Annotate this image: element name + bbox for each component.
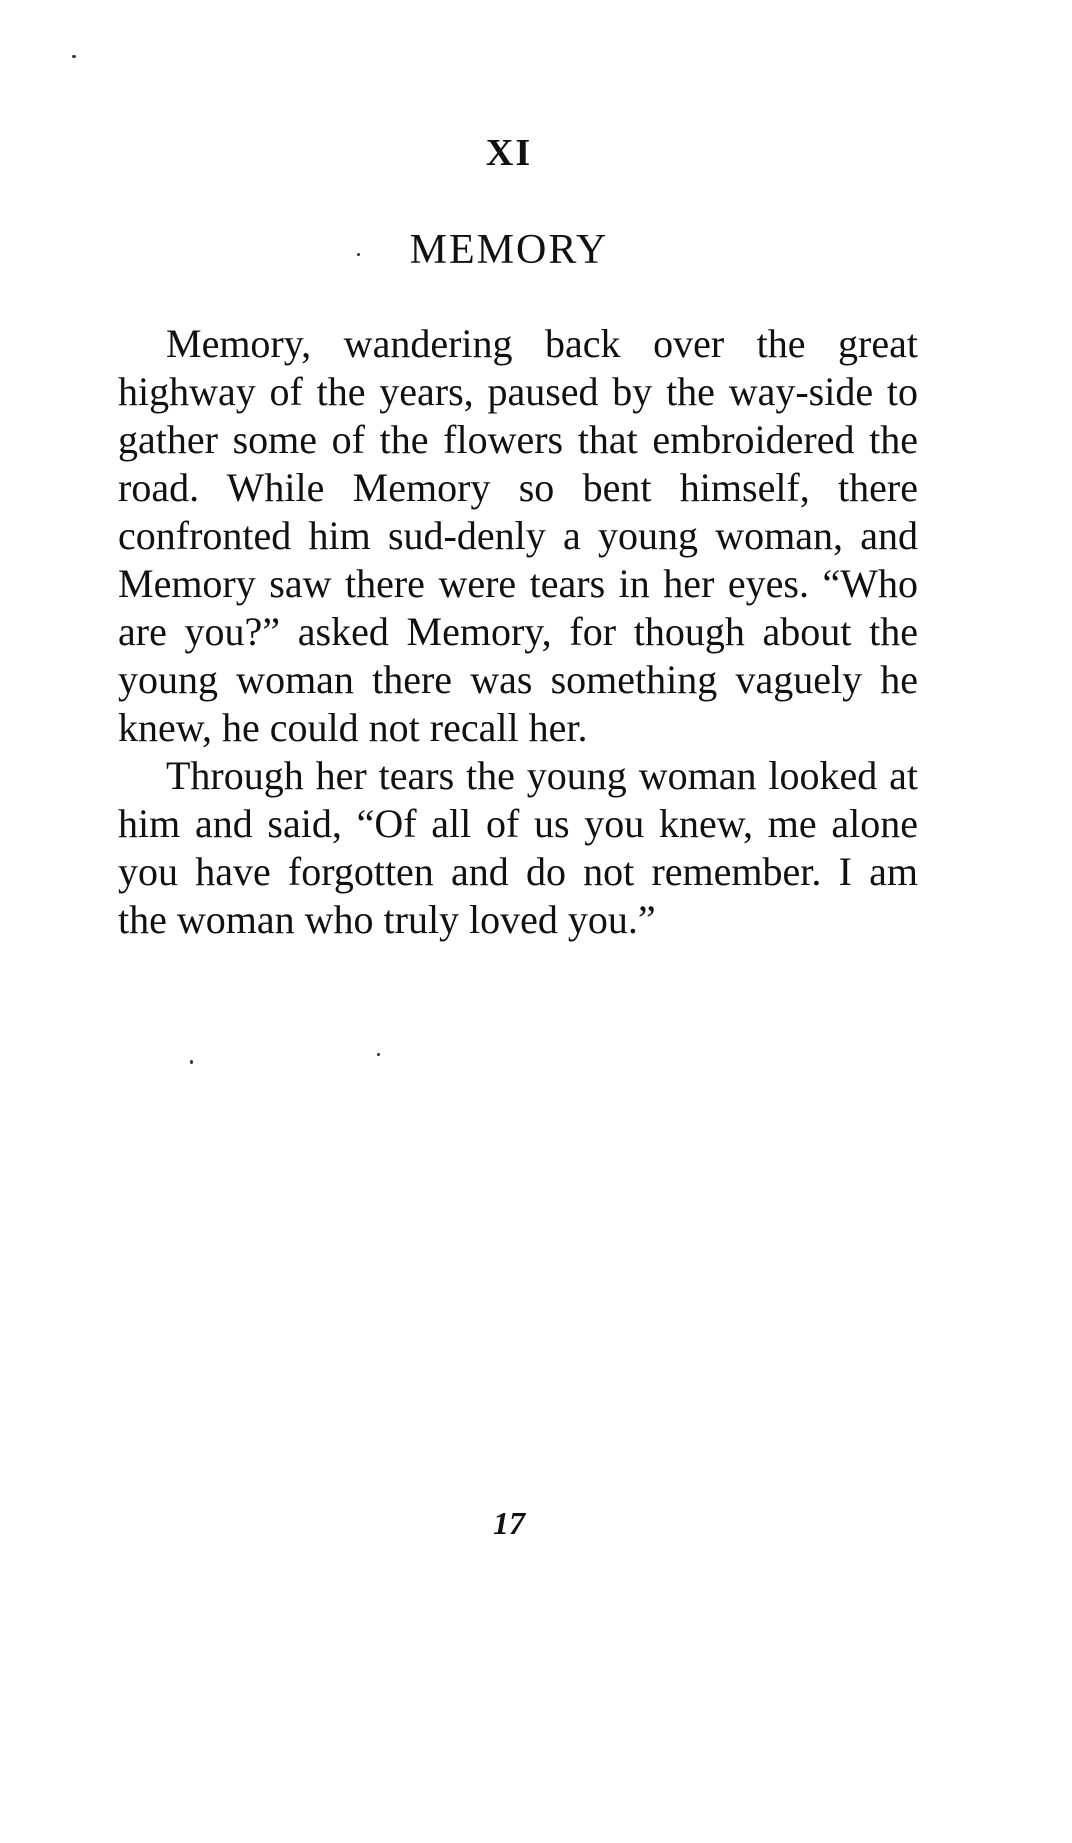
scan-speck: [72, 55, 76, 58]
chapter-number: XI: [485, 132, 533, 174]
scan-speck: [190, 1060, 193, 1064]
paragraph-2: Through her tears the young woman looked at him and said, “Of all of us you knew, me alone you have forgotten and do not remember. I am the woman who truly loved you.”: [118, 753, 918, 942]
page-number: 17: [493, 1505, 525, 1541]
paragraph-1: Memory, wandering back over the great highway of the years, paused by the way-side to gather some of the flowers that embroidered the road. While Memory so bent himself, there confronted him sud-denly a young woman, and Memory saw there were tears in her eyes. “Who are you?” asked Memory, for though about the young woman there was something vaguely he knew, he could not recall her.: [118, 321, 918, 750]
chapter-body: [118, 320, 918, 944]
scan-speck: [377, 1053, 380, 1056]
chapter-title: MEMORY: [409, 227, 609, 273]
